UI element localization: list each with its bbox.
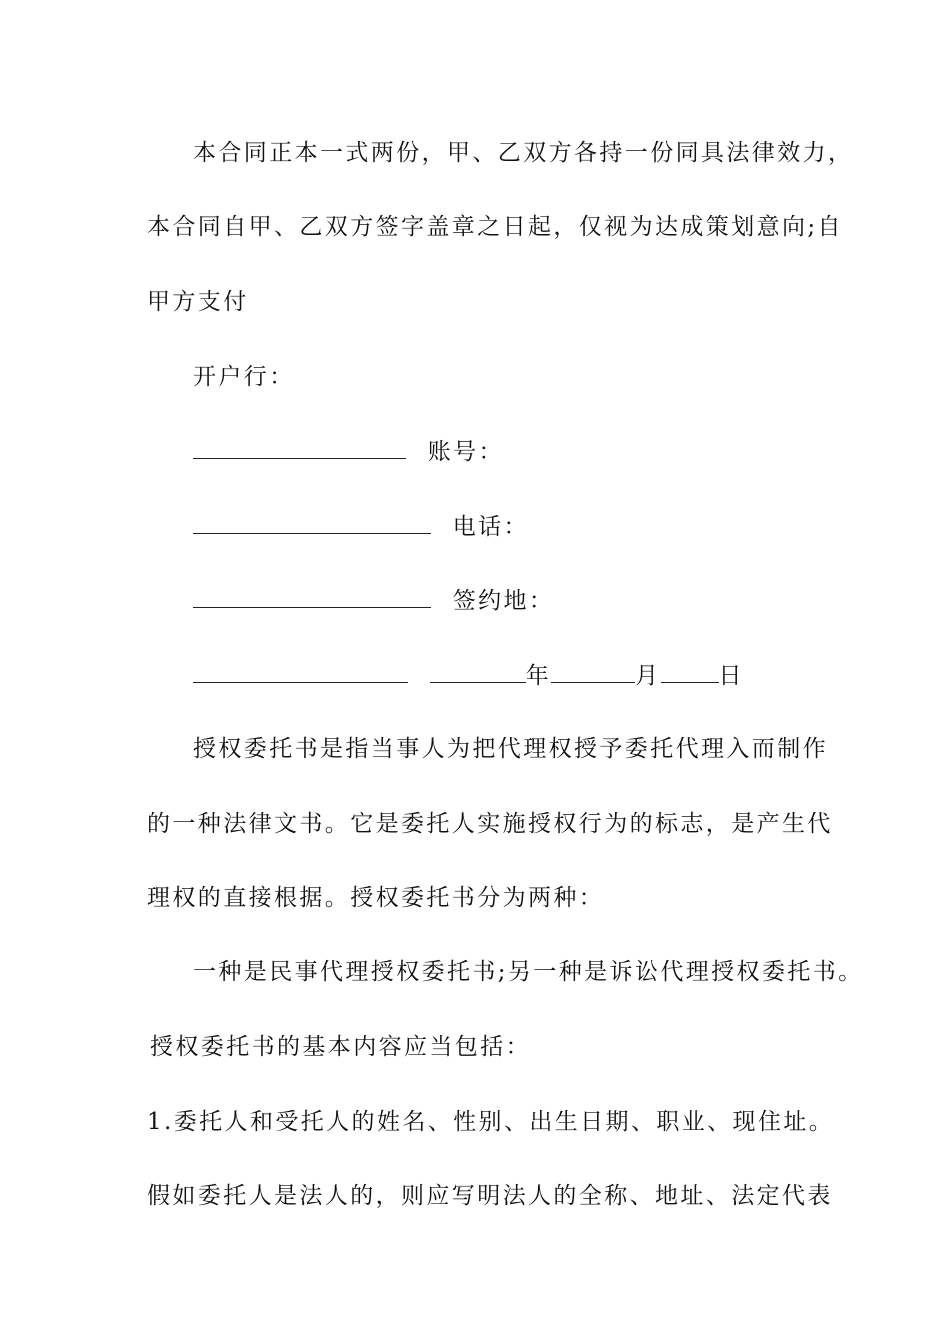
account-row xyxy=(193,436,504,467)
blank-line xyxy=(193,585,431,608)
day-blank xyxy=(661,660,719,683)
paragraph-line: 理权的直接根据。授权委托书分为两种： xyxy=(147,885,605,911)
day-label: 日 xyxy=(718,663,744,689)
date-row xyxy=(193,660,744,691)
paragraph-line: 假如委托人是法人的，则应写明法人的全称、地址、法定代表 xyxy=(147,1183,833,1209)
month-blank xyxy=(551,660,635,683)
paragraph-line: 的一种法律文书。它是委托人实施授权行为的标志，是产生代 xyxy=(147,811,833,837)
month-label: 月 xyxy=(635,663,661,689)
paragraph-line: 授权委托书的基本内容应当包括： xyxy=(150,1034,531,1060)
paragraph-line: 1.委托人和受托人的姓名、性别、出生日期、职业、现住址。 xyxy=(147,1109,835,1135)
paragraph-line: 本合同正本一式两份，甲、乙双方各持一份同具法律效力， xyxy=(193,140,854,166)
phone-label: 电话： xyxy=(452,514,529,540)
paragraph-line: 本合同自甲、乙双方签字盖章之日起，仅视为达成策划意向;自 xyxy=(147,214,843,240)
blank-line xyxy=(193,660,408,683)
year-blank xyxy=(430,660,526,683)
bank-label: 开户行： xyxy=(193,364,295,390)
paragraph-line: 授权委托书是指当事人为把代理权授予委托代理入而制作 xyxy=(193,736,828,762)
place-label: 签约地： xyxy=(452,588,555,614)
account-label: 账号： xyxy=(427,439,504,465)
blank-line xyxy=(193,436,406,459)
paragraph-line: 一种是民事代理授权委托书;另一种是诉讼代理授权委托书。 xyxy=(193,959,864,985)
place-row xyxy=(193,585,554,616)
blank-line xyxy=(193,511,431,534)
phone-row xyxy=(193,511,529,542)
paragraph-line: 甲方支付 xyxy=(147,289,249,315)
year-label: 年 xyxy=(525,663,552,689)
